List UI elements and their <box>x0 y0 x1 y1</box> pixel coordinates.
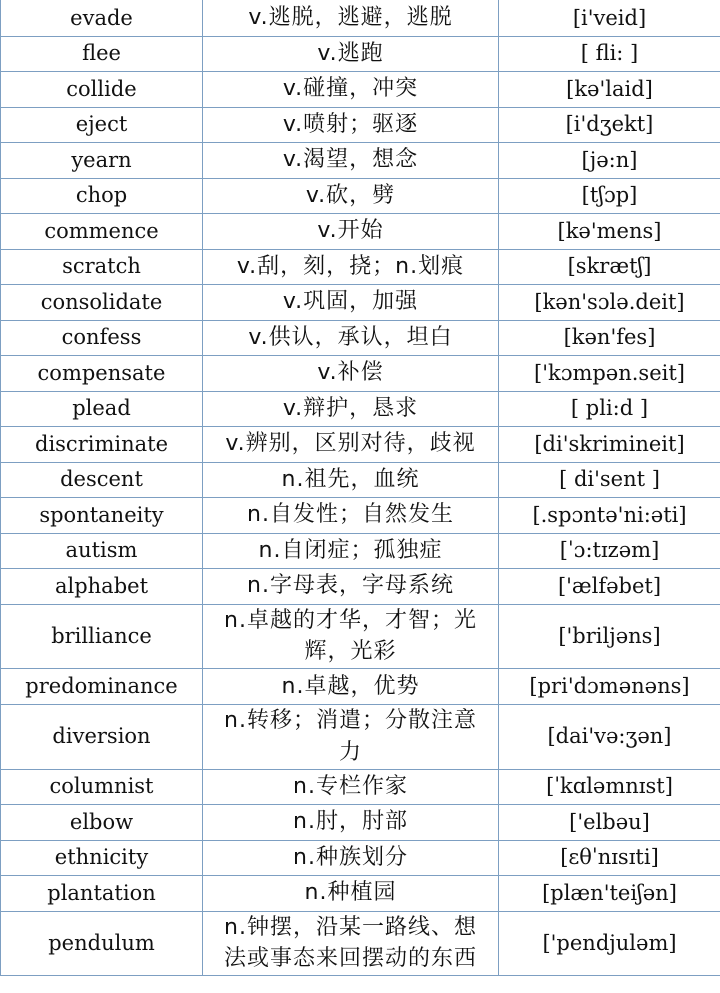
meaning-cell: v.逃跑 <box>203 36 499 72</box>
meaning-cell: n.肘，肘部 <box>203 805 499 841</box>
word-cell: plantation <box>1 876 203 912</box>
table-row <box>1 391 720 427</box>
phonetic-cell: [.spɔntə'ni:əti] <box>499 498 720 534</box>
word-cell: eject <box>1 107 203 143</box>
meaning-cell: v.渴望，想念 <box>203 143 499 179</box>
phonetic-cell: ['ælfəbet] <box>499 569 720 605</box>
table-row <box>1 249 720 285</box>
table-row <box>1 911 720 976</box>
phonetic-cell: ['kɔmpən.seit] <box>499 356 720 392</box>
word-cell: discriminate <box>1 427 203 463</box>
meaning-cell: n.卓越，优势 <box>203 669 499 705</box>
meaning-cell: n.字母表，字母系统 <box>203 569 499 605</box>
meaning-cell: n.卓越的才华，才智；光辉，光彩 <box>203 604 499 669</box>
phonetic-cell: [kən'fes] <box>499 320 720 356</box>
phonetic-cell: ['elbəu] <box>499 805 720 841</box>
word-cell: columnist <box>1 769 203 805</box>
table-row <box>1 320 720 356</box>
meaning-cell: v.刮，刻，挠；n.划痕 <box>203 249 499 285</box>
table-row <box>1 704 720 769</box>
word-cell: elbow <box>1 805 203 841</box>
vocabulary-table-body <box>1 1 720 976</box>
table-row <box>1 669 720 705</box>
phonetic-cell: [ˈkɑləmnɪst] <box>499 769 720 805</box>
word-cell: pendulum <box>1 911 203 976</box>
phonetic-cell: [dai'və:ʒən] <box>499 704 720 769</box>
table-row <box>1 498 720 534</box>
phonetic-cell: [kə'mens] <box>499 214 720 250</box>
word-cell: spontaneity <box>1 498 203 534</box>
table-row <box>1 569 720 605</box>
table-row <box>1 143 720 179</box>
phonetic-cell: [pri'dɔmənəns] <box>499 669 720 705</box>
table-row <box>1 72 720 108</box>
meaning-cell: v.巩固，加强 <box>203 285 499 321</box>
word-cell: consolidate <box>1 285 203 321</box>
word-cell: brilliance <box>1 604 203 669</box>
word-cell: scratch <box>1 249 203 285</box>
meaning-cell: n.转移；消遣；分散注意力 <box>203 704 499 769</box>
phonetic-cell: [ pli:d ] <box>499 391 720 427</box>
table-row <box>1 533 720 569</box>
word-cell: chop <box>1 178 203 214</box>
table-row <box>1 840 720 876</box>
table-row <box>1 214 720 250</box>
meaning-cell: n.种族划分 <box>203 840 499 876</box>
word-cell: compensate <box>1 356 203 392</box>
meaning-cell: n.钟摆，沿某一路线、想法或事态来回摆动的东西 <box>203 911 499 976</box>
word-cell: evade <box>1 1 203 37</box>
word-cell: plead <box>1 391 203 427</box>
meaning-cell: n.专栏作家 <box>203 769 499 805</box>
phonetic-cell: ['briljəns] <box>499 604 720 669</box>
phonetic-cell: [tʃɔp] <box>499 178 720 214</box>
table-row <box>1 178 720 214</box>
meaning-cell: v.供认，承认，坦白 <box>203 320 499 356</box>
table-row <box>1 805 720 841</box>
table-row <box>1 36 720 72</box>
table-row <box>1 427 720 463</box>
meaning-cell: n.自发性；自然发生 <box>203 498 499 534</box>
meaning-cell: v.补偿 <box>203 356 499 392</box>
word-cell: diversion <box>1 704 203 769</box>
meaning-cell: v.逃脱，逃避，逃脱 <box>203 1 499 37</box>
meaning-cell: v.喷射；驱逐 <box>203 107 499 143</box>
word-cell: collide <box>1 72 203 108</box>
word-cell: predominance <box>1 669 203 705</box>
meaning-cell: v.辩护，恳求 <box>203 391 499 427</box>
table-row <box>1 462 720 498</box>
phonetic-cell: [i'dʒekt] <box>499 107 720 143</box>
phonetic-cell: [di'skrimineit] <box>499 427 720 463</box>
table-row <box>1 107 720 143</box>
table-row <box>1 769 720 805</box>
word-cell: yearn <box>1 143 203 179</box>
phonetic-cell: [εθˈnɪsɪti] <box>499 840 720 876</box>
phonetic-cell: [i'veid] <box>499 1 720 37</box>
phonetic-cell: [kən'sɔlə.deit] <box>499 285 720 321</box>
meaning-cell: v.辨别，区别对待，歧视 <box>203 427 499 463</box>
meaning-cell: v.开始 <box>203 214 499 250</box>
word-cell: confess <box>1 320 203 356</box>
meaning-cell: n.自闭症；孤独症 <box>203 533 499 569</box>
phonetic-cell: [ˈɔ:tɪzəm] <box>499 533 720 569</box>
phonetic-cell: [kə'laid] <box>499 72 720 108</box>
word-cell: flee <box>1 36 203 72</box>
table-row <box>1 876 720 912</box>
table-row <box>1 604 720 669</box>
phonetic-cell: ['pendjuləm] <box>499 911 720 976</box>
word-cell: ethnicity <box>1 840 203 876</box>
meaning-cell: v.砍，劈 <box>203 178 499 214</box>
meaning-cell: n.种植园 <box>203 876 499 912</box>
word-cell: descent <box>1 462 203 498</box>
meaning-cell: v.碰撞，冲突 <box>203 72 499 108</box>
word-cell: autism <box>1 533 203 569</box>
phonetic-cell: [ fli: ] <box>499 36 720 72</box>
phonetic-cell: [skrætʃ] <box>499 249 720 285</box>
phonetic-cell: [plæn'teiʃən] <box>499 876 720 912</box>
phonetic-cell: [jə:n] <box>499 143 720 179</box>
phonetic-cell: [ di'sent ] <box>499 462 720 498</box>
table-row <box>1 356 720 392</box>
word-cell: commence <box>1 214 203 250</box>
meaning-cell: n.祖先，血统 <box>203 462 499 498</box>
table-row <box>1 285 720 321</box>
word-cell: alphabet <box>1 569 203 605</box>
table-row <box>1 1 720 37</box>
